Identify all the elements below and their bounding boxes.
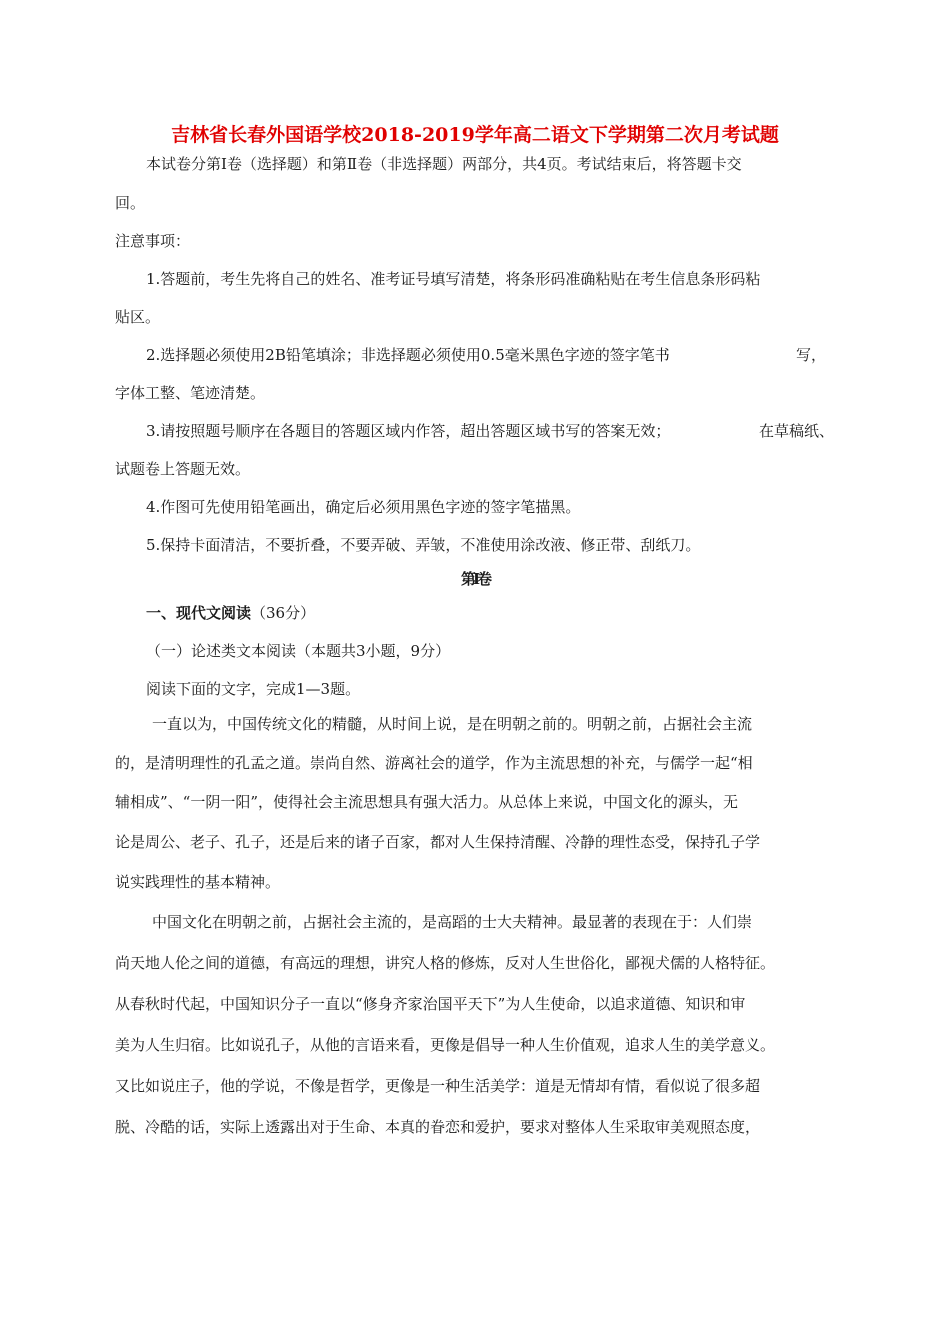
notice-item-3-line-2: 试题卷上答题无效。 xyxy=(115,460,251,478)
passage-p2-line-5: 又比如说庄子，他的学说，不像是哲学，更像是一种生活美学：道是无情却有情，看似说了很多超 xyxy=(115,1077,761,1095)
notice-item-1-line-1: 1.答题前，考生先将自己的姓名、准考证号填写清楚，将条形码准确粘贴在考生信息条形码粘 xyxy=(146,270,761,288)
reading-instruction: 阅读下面的文字，完成1—3题。 xyxy=(146,680,361,698)
section-one-heading xyxy=(146,603,315,623)
passage-p2-line-4: 美为人生归宿。比如说孔子，从他的言语来看，更像是倡导一种人生价值观，追求人生的美学意义。 xyxy=(115,1036,776,1054)
passage-p2-line-1: 中国文化在明朝之前，占据社会主流的，是高蹈的士大夫精神。最显著的表现在于：人们崇 xyxy=(152,913,753,931)
part-one-heading: 第Ⅰ卷 xyxy=(460,570,490,588)
notice-item-2-line-1-end: 写， xyxy=(796,346,827,364)
passage-p2-line-6: 脱、冷酷的话，实际上透露出对于生命、本真的眷恋和爱护，要求对整体人生采取审美观照态度， xyxy=(115,1118,761,1136)
passage-p2-line-3: 从春秋时代起，中国知识分子一直以“修身齐家治国平天下”为人生使命，以追求道德、知识和审 xyxy=(115,995,746,1013)
section-one-score: （36分） xyxy=(251,604,316,622)
notice-item-2-line-1: 2.选择题必须使用2B铅笔填涂；非选择题必须使用0.5毫米黑色字迹的签字笔书 xyxy=(146,346,670,364)
notice-item-1-line-2: 贴区。 xyxy=(115,308,161,326)
notice-item-3-line-1-end: 在草稿纸、 xyxy=(759,422,835,440)
passage-p1-line-1: 一直以为，中国传统文化的精髓，从时间上说，是在明朝之前的。明朝之前，占据社会主流 xyxy=(152,715,753,733)
subsection-heading: （一）论述类文本阅读（本题共3小题，9分） xyxy=(146,642,451,660)
document-title: 吉林省长春外国语学校2018-2019学年高二语文下学期第二次月考试题 xyxy=(171,124,779,146)
passage-p1-line-4: 论是周公、老子、孔子，还是后来的诸子百家，都对人生保持清醒、冷静的理性态受，保持孔子学 xyxy=(115,833,761,851)
notice-item-2-line-2: 字体工整、笔迹清楚。 xyxy=(115,384,266,402)
passage-p2-line-2: 尚天地人伦之间的道德，有高远的理想，讲究人格的修炼，反对人生世俗化，鄙视犬儒的人格特征。 xyxy=(115,954,776,972)
intro-line-2: 回。 xyxy=(115,194,146,212)
notice-item-4: 4.作图可先使用铅笔画出，确定后必须用黑色字迹的签字笔描黑。 xyxy=(146,498,581,516)
notice-item-3-line-1: 3.请按照题号顺序在各题目的答题区域内作答，超出答题区域书写的答案无效； xyxy=(146,422,671,440)
passage-p1-line-2: 的，是清明理性的孔孟之道。崇尚自然、游离社会的道学，作为主流思想的补充，与儒学一起“相 xyxy=(115,754,753,772)
intro-line-1: 本试卷分第Ⅰ卷（选择题）和第Ⅱ卷（非选择题）两部分，共4页。考试结束后，将答题卡交 xyxy=(146,155,742,173)
passage-p1-line-5: 说实践理性的基本精神。 xyxy=(115,873,281,891)
notice-item-5: 5.保持卡面清洁，不要折叠，不要弄破、弄皱，不准使用涂改液、修正带、刮纸刀。 xyxy=(146,536,701,554)
notice-heading: 注意事项： xyxy=(115,232,191,250)
passage-p1-line-3: 辅相成”、“一阴一阳”，使得社会主流思想具有强大活力。从总体上来说，中国文化的源头，无 xyxy=(115,793,739,811)
section-one-title: 一、现代文阅读 xyxy=(146,604,252,622)
